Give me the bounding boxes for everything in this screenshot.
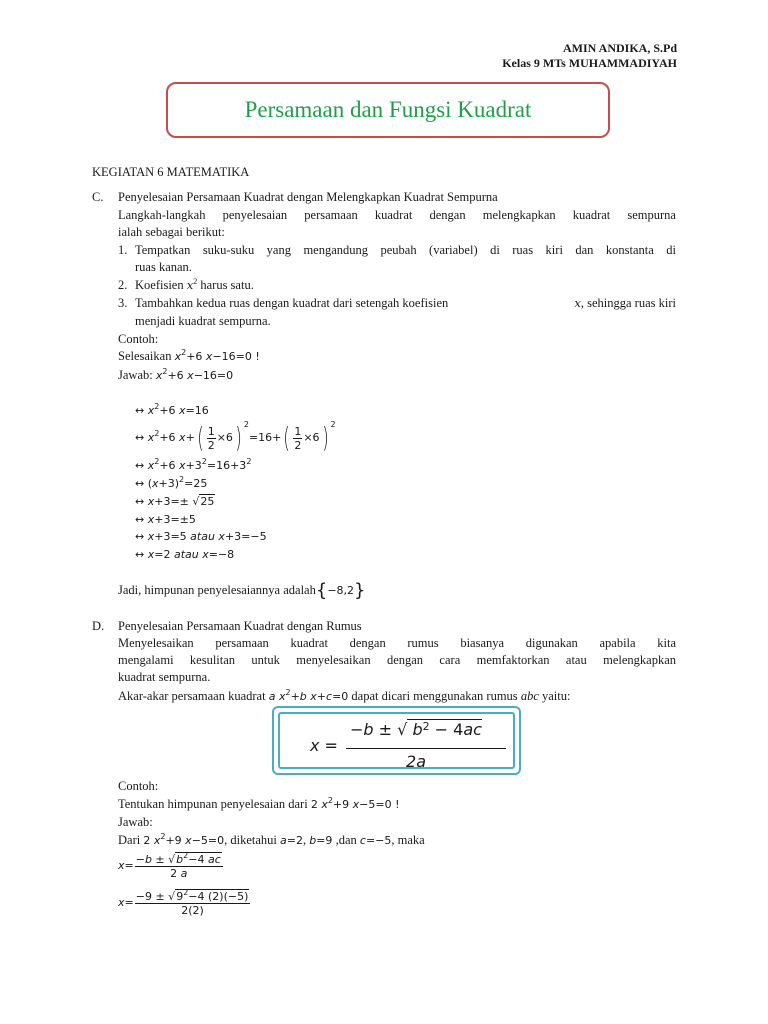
- quadratic-formula-box: [272, 706, 521, 775]
- section-d-para-2: mengalami kesulitan untuk menyelesaikan dengan cara memfaktorkan atau melengkapkan: [118, 653, 676, 667]
- example-d-task: Tentukan himpunan penyelesaian dari 2 $x^2+9$ x−5=0 !: [118, 796, 400, 811]
- step-3-line-2: menjadi kuadrat sempurna.: [135, 314, 271, 328]
- step-3-number: 3.: [118, 296, 128, 310]
- derivation-step-2: ↔ $x^2+6$ x+( $\frac{1}{2}$ ×6) $^2$=16+( $\frac{1}{2}$ ×6) $^2$: [135, 420, 336, 454]
- section-d-marker: D.: [92, 619, 105, 633]
- example-d-label: Contoh:: [118, 779, 159, 793]
- section-d-para-3: kuadrat sempurna.: [118, 670, 211, 684]
- step-2-number: 2.: [118, 278, 128, 292]
- formula-substitution-1: x= $\frac{-b \pm √b^2-4 ac}{2 a}$: [118, 850, 221, 880]
- section-c-intro-2: ialah sebagai berikut:: [118, 225, 225, 239]
- class-school: Kelas 9 MTs MUHAMMADIYAH: [502, 56, 677, 70]
- example-d-given: Dari 2 $x^2+9$ x−5=0, diketahui a=2, b=9 ,dan c=−5, maka: [118, 832, 425, 847]
- derivation-step-6: ↔ x+3=±5: [135, 513, 196, 526]
- step-1-number: 1.: [118, 243, 128, 257]
- example-d-answer-label: Jawab:: [118, 815, 153, 829]
- derivation-step-3: ↔ $x^2+6$ $x+3^2=16+3^2$: [135, 457, 252, 472]
- example-c-label: Contoh:: [118, 332, 159, 346]
- author-name: AMIN ANDIKA, S.Pd: [562, 41, 677, 55]
- example-c-answer: Jawab: $x^2+6$ x−16=0: [118, 367, 234, 382]
- step-1-line-1: Tempatkan suku-suku yang mengandung peubah (variabel) di ruas kiri dan konstanta di: [135, 243, 676, 257]
- derivation-step-1: ↔ $x^2+6$ x=16: [135, 402, 209, 417]
- step-3-line-1: Tambahkan kedua ruas dengan kuadrat dari setengah koefisien x, sehingga ruas kiri: [135, 296, 676, 310]
- section-d-heading: Penyelesaian Persamaan Kuadrat dengan Rumus: [118, 619, 362, 633]
- derivation-step-4: ↔ $(x+3)^2=25$: [135, 475, 208, 490]
- quadratic-formula: x = −b ± √ $b^2 - 4ac$ 2a: [278, 712, 515, 769]
- page-title: Persamaan dan Fungsi Kuadrat: [244, 97, 532, 122]
- section-c-heading: Penyelesaian Persamaan Kuadrat dengan Melengkapkan Kuadrat Sempurna: [118, 190, 498, 204]
- section-c-conclusion: Jadi, himpunan penyelesaiannya adalah{−8,2}: [118, 580, 366, 601]
- roots-sentence: Akar-akar persamaan kuadrat a $x^2+b$ x+c=0 dapat dicari menggunakan rumus abc yaitu:: [118, 688, 571, 703]
- derivation-step-8: ↔ x=2 atau x=−8: [135, 548, 235, 561]
- solution-set: −8,2: [327, 584, 355, 597]
- section-c-intro-1: Langkah-langkah penyelesaian persamaan kuadrat dengan melengkapkan kuadrat sempurna: [118, 208, 676, 222]
- formula-substitution-2: x= $\frac{-9 \pm √9^2-4 (2)(-5)}{2(2)}$: [118, 887, 249, 917]
- step-1-line-2: ruas kanan.: [135, 260, 192, 274]
- derivation-step-7: ↔ x+3=5 atau x+3=−5: [135, 530, 267, 543]
- example-c-problem: Selesaikan $x^2+6$ x−16=0 !: [118, 348, 260, 363]
- derivation-step-5: ↔ x+3=± √25: [135, 495, 215, 508]
- section-c-marker: C.: [92, 190, 104, 204]
- title-box: [166, 82, 610, 138]
- section-d-para-1: Menyelesaikan persamaan kuadrat dengan rumus biasanya digunakan apabila kita: [118, 636, 676, 650]
- step-2-text: Koefisien $x^2$ harus satu.: [135, 277, 254, 292]
- activity-label: KEGIATAN 6 MATEMATIKA: [92, 165, 250, 179]
